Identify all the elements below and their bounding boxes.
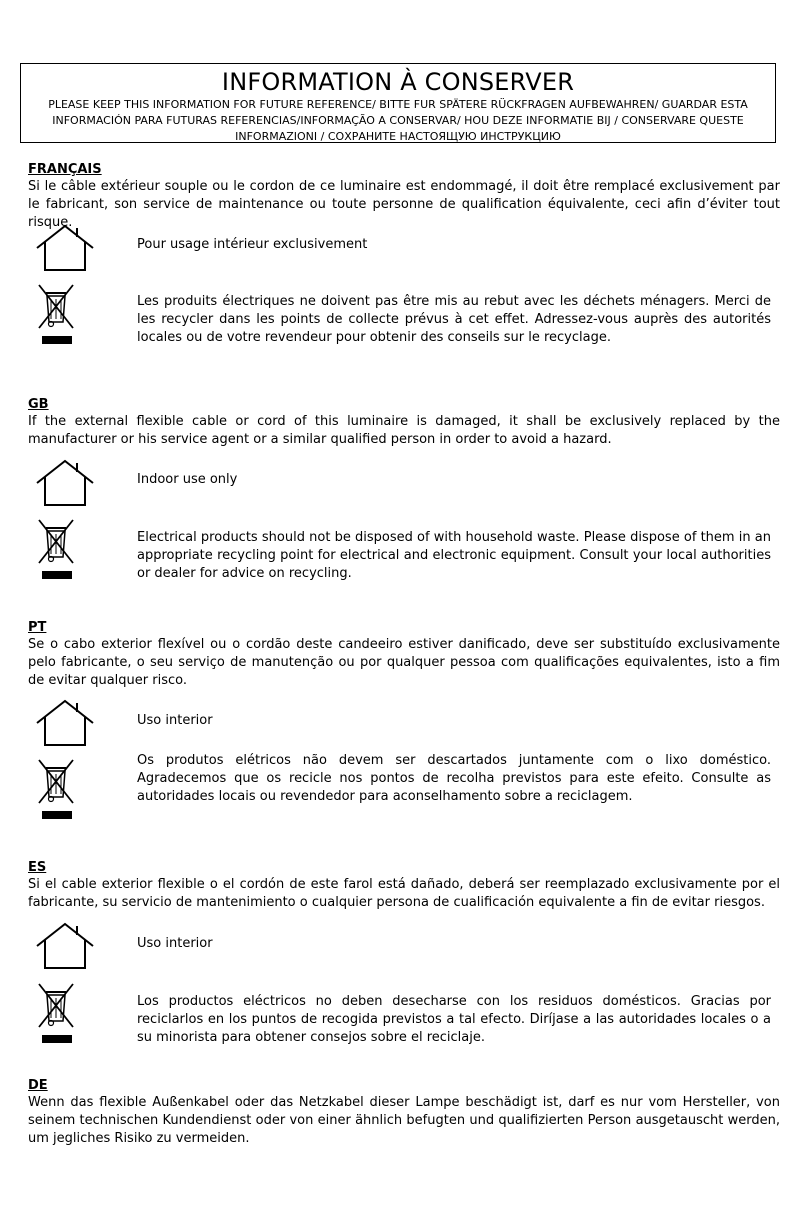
house-icon	[36, 459, 94, 507]
section-pt	[28, 620, 780, 690]
indoor-use-text: Indoor use only	[137, 472, 238, 487]
section-heading: PT	[28, 620, 47, 635]
section-heading: FRANÇAIS	[28, 162, 102, 177]
house-icon	[36, 922, 94, 970]
indoor-use-text: Uso interior	[137, 936, 213, 951]
disposal-text: Los productos eléctricos no deben desecharse con los residuos domésticos. Gracias por reciclarlos en los puntos de recogida previstos a tal efecto. Diríjase a las autoridades locales o a su minorista para obtener consejos sobre el reciclaje.	[137, 994, 771, 1045]
indoor-use-text: Uso interior	[137, 713, 213, 728]
page-title: INFORMATION À CONSERVER	[221, 68, 575, 96]
house-icon	[36, 699, 94, 747]
crossed-out-wheelie-bin-icon	[36, 282, 80, 346]
section-text: Wenn das flexible Außenkabel oder das Netzkabel dieser Lampe beschädigt ist, darf es nur vom Hersteller, von seinem technischen Kundendienst oder von einer ähnlich befugten und qualifizierten Person ausgetauscht werden, um jegliches Risiko zu vermeiden.	[28, 1095, 780, 1146]
disposal-text: Os produtos elétricos não devem ser descartados juntamente com o lixo doméstico. Agradecemos que os recicle nos pontos de recolha previstos para este efeito. Consulte as autoridades locais ou revendedor para aconselhamento sobre a reciclagem.	[137, 753, 771, 804]
house-icon	[36, 224, 94, 272]
disposal-text: Electrical products should not be disposed of with household waste. Please dispose of them in an appropriate recycling point for electrical and electronic equipment. Consult your local authorities or dealer for advice on recycling.	[137, 530, 771, 581]
section-heading: DE	[28, 1078, 48, 1093]
section-text: Se o cabo exterior flexível ou o cordão deste candeeiro estiver danificado, deve ser substituído exclusivamente pelo fabricante, o seu serviço de manutenção ou por qualquer pessoa com qualificações equivalentes, isto a fim de evitar qualquer risco.	[28, 637, 780, 688]
section-gb	[28, 397, 780, 449]
header-box	[20, 63, 776, 143]
crossed-out-wheelie-bin-icon	[36, 981, 80, 1045]
section-text: Si el cable exterior flexible o el cordón de este farol está dañado, deberá ser reemplazado exclusivamente por el fabricante, su servicio de mantenimiento o cualquier persona de cualificación equivalente a fin de evitar riesgos.	[28, 877, 780, 910]
section-text: Si le câble extérieur souple ou le cordon de ce luminaire est endommagé, il doit être remplacé exclusivement par le fabricant, son service de maintenance ou toute personne de qualification équivalente, ceci afin d’éviter tout risque.	[28, 179, 780, 230]
section-es	[28, 860, 780, 912]
section-text: If the external flexible cable or cord of this luminaire is damaged, it shall be exclusively replaced by the manufacturer or his service agent or a similar qualified person in order to avoid a hazard.	[28, 414, 780, 447]
disposal-text: Les produits électriques ne doivent pas être mis au rebut avec les déchets ménagers. Merci de les recycler dans les points de collecte prévus à cet effet. Adressez-vous auprès des autorités locales ou de votre revendeur pour obtenir des conseils sur le recyclage.	[137, 294, 771, 345]
section-francais	[28, 162, 780, 232]
section-heading: GB	[28, 397, 49, 412]
indoor-use-text: Pour usage intérieur exclusivement	[137, 237, 368, 252]
crossed-out-wheelie-bin-icon	[36, 517, 80, 581]
header-subtitle: PLEASE KEEP THIS INFORMATION FOR FUTURE REFERENCE/ BITTE FUR SPÄTERE RÜCKFRAGEN AUFBEWAHREN/ GUARDAR ESTA INFORMACIÓN PARA FUTURAS REFERENCIAS/INFORMAÇÃO A CONSERVAR/ HOU DEZE INFORMATIE BIJ / CONSERVARE QUESTE INFORMAZIONI / СОХРАНИТЕ НАСТОЯЩУЮ ИНСТРУКЦИЮ	[48, 98, 748, 143]
section-heading: ES	[28, 860, 47, 875]
crossed-out-wheelie-bin-icon	[36, 757, 80, 821]
section-de	[28, 1078, 780, 1148]
